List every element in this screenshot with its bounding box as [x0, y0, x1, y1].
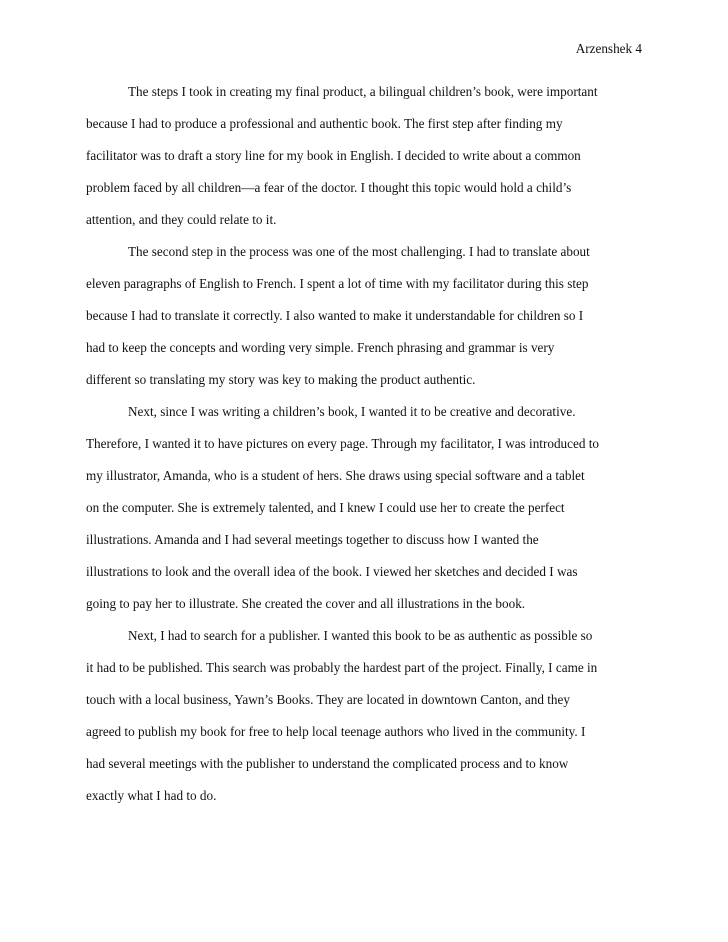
paragraph-4-line: it had to be published. This search was probably the hardest part of the project. Finally, I came in — [86, 660, 598, 675]
paragraph-3-line: Therefore, I wanted it to have pictures on every page. Through my facilitator, I was introduced to — [86, 436, 599, 451]
paragraph-1-line: attention, and they could relate to it. — [86, 212, 277, 227]
paragraph-2-line: The second step in the process was one of the most challenging. I had to translate about — [128, 244, 590, 259]
paragraph-4-line: agreed to publish my book for free to help local teenage authors who lived in the community. I — [86, 724, 586, 739]
paragraph-1-line: because I had to produce a professional and authentic book. The first step after finding my — [86, 116, 563, 131]
paragraph-1-line: problem faced by all children—a fear of the doctor. I thought this topic would hold a child’s — [86, 180, 572, 195]
paragraph-4-line: had several meetings with the publisher to understand the complicated process and to know — [86, 756, 569, 771]
paragraph-3-line: Next, since I was writing a children’s book, I wanted it to be creative and decorative. — [128, 404, 576, 419]
paragraph-4-line: touch with a local business, Yawn’s Books. They are located in downtown Canton, and they — [86, 692, 570, 707]
paragraph-3-line: my illustrator, Amanda, who is a student of hers. She draws using special software and a tablet — [86, 468, 585, 483]
paragraph-2-line: different so translating my story was key to making the product authentic. — [86, 372, 476, 387]
paragraph-3-line: going to pay her to illustrate. She created the cover and all illustrations in the book. — [86, 596, 526, 611]
paragraph-2-line: eleven paragraphs of English to French. I spent a lot of time with my facilitator during this step — [86, 276, 589, 291]
paragraph-3-line: illustrations to look and the overall idea of the book. I viewed her sketches and decided I was — [86, 564, 578, 579]
running-head: Arzenshek 4 — [575, 41, 642, 56]
paragraph-4-line: Next, I had to search for a publisher. I wanted this book to be as authentic as possible so — [128, 628, 593, 643]
paragraph-2-line: had to keep the concepts and wording very simple. French phrasing and grammar is very — [86, 340, 555, 355]
paragraph-4-line: exactly what I had to do. — [86, 788, 217, 803]
paragraph-3-line: illustrations. Amanda and I had several meetings together to discuss how I wanted the — [86, 532, 539, 547]
paragraph-1-line: facilitator was to draft a story line for my book in English. I decided to write about a common — [86, 148, 581, 163]
paragraph-2-line: because I had to translate it correctly. I also wanted to make it understandable for children so I — [86, 308, 584, 323]
paragraph-3-line: on the computer. She is extremely talented, and I knew I could use her to create the perfect — [86, 500, 565, 515]
paragraph-1-line: The steps I took in creating my final product, a bilingual children’s book, were important — [128, 84, 598, 99]
